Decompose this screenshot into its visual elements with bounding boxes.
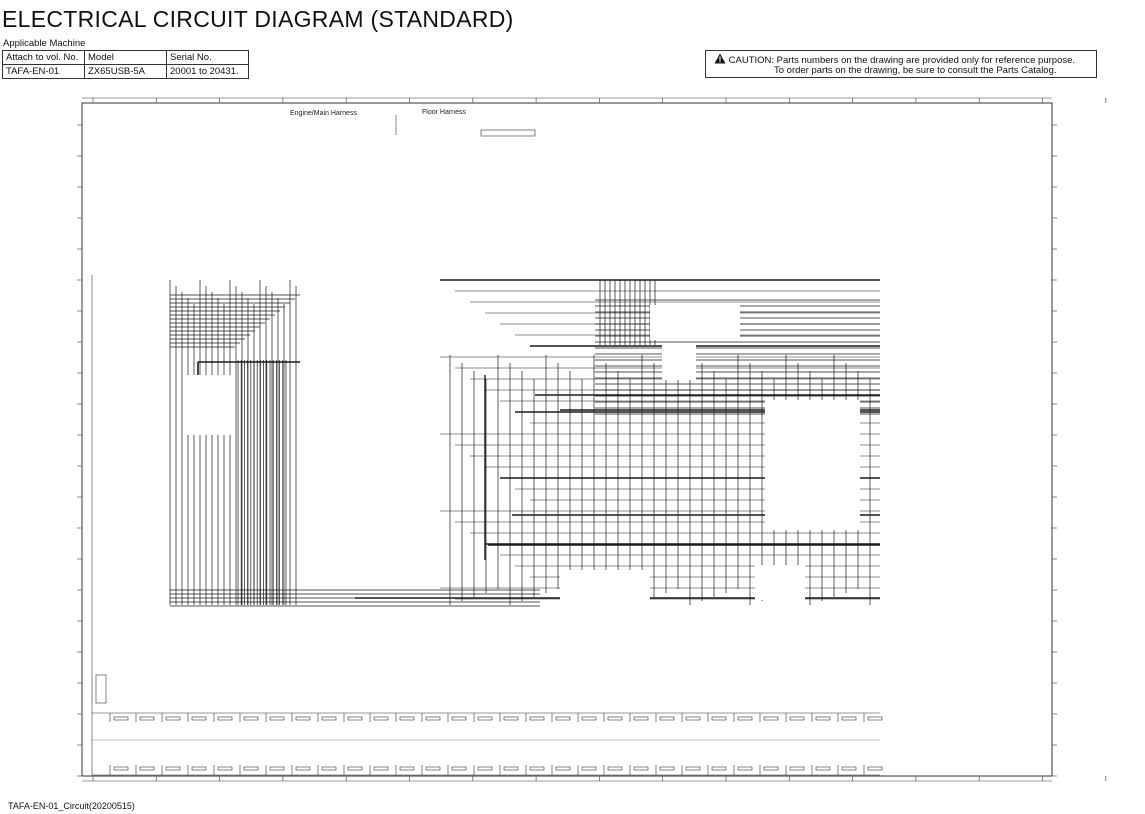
- strip-symbol: [712, 767, 726, 770]
- strip-symbol: [478, 717, 492, 720]
- strip-symbol: [400, 767, 414, 770]
- strip-symbol: [660, 717, 674, 720]
- strip-symbol: [686, 767, 700, 770]
- strip-symbol: [166, 767, 180, 770]
- strip-symbol: [530, 767, 544, 770]
- caution-line-2: To order parts on the drawing, be sure to consult the Parts Catalog.: [774, 65, 1057, 76]
- strip-symbol: [348, 717, 362, 720]
- strip-symbol: [868, 717, 882, 720]
- engine-main-harness-label: Engine/Main Harness: [290, 110, 357, 117]
- strip-symbol: [608, 767, 622, 770]
- applicable-machine-label: Applicable Machine: [3, 38, 86, 49]
- strip-symbol: [114, 717, 128, 720]
- strip-symbol: [504, 767, 518, 770]
- strip-symbol: [452, 767, 466, 770]
- strip-symbol: [322, 717, 336, 720]
- strip-symbol: [270, 767, 284, 770]
- header-model: Model: [85, 51, 167, 65]
- strip-symbol: [556, 767, 570, 770]
- strip-symbol: [400, 717, 414, 720]
- strip-symbol: [322, 767, 336, 770]
- strip-symbol: [452, 717, 466, 720]
- strip-symbol: [374, 767, 388, 770]
- header-serial: Serial No.: [167, 51, 249, 65]
- strip-symbol: [504, 717, 518, 720]
- strip-symbol: [816, 767, 830, 770]
- strip-symbol: [348, 767, 362, 770]
- component-block: [185, 375, 235, 435]
- top-connector: [481, 130, 535, 136]
- strip-symbol: [192, 717, 206, 720]
- page-title: ELECTRICAL CIRCUIT DIAGRAM (STANDARD): [2, 6, 514, 32]
- strip-symbol: [530, 717, 544, 720]
- outer-border: [82, 103, 1052, 776]
- strip-symbol: [244, 717, 258, 720]
- strip-symbol: [244, 767, 258, 770]
- strip-symbol: [790, 767, 804, 770]
- diagram-frame: [82, 98, 1052, 781]
- strip-symbol: [296, 767, 310, 770]
- strip-symbol: [270, 717, 284, 720]
- floor-harness-label: Floor Harness: [422, 109, 466, 116]
- component-block: [650, 305, 740, 340]
- strip-symbol: [790, 717, 804, 720]
- strip-symbol: [582, 767, 596, 770]
- strip-symbol: [218, 717, 232, 720]
- header-attach-vol: Attach to vol. No.: [3, 51, 85, 65]
- strip-symbol: [634, 717, 648, 720]
- strip-symbol: [192, 767, 206, 770]
- strip-symbol: [686, 717, 700, 720]
- strip-symbol: [634, 767, 648, 770]
- strip-symbol: [660, 767, 674, 770]
- cell-model: ZX65USB-5A: [85, 65, 167, 79]
- cell-serial: 20001 to 20431.: [167, 65, 249, 79]
- strip-symbol: [140, 767, 154, 770]
- strip-symbol: [868, 767, 882, 770]
- component-block: [765, 470, 860, 530]
- component-block: [765, 400, 860, 470]
- strip-symbol: [140, 717, 154, 720]
- strip-symbol: [582, 717, 596, 720]
- strip-symbol: [842, 717, 856, 720]
- caution-text-1: CAUTION: Parts numbers on the drawing are provided only for reference purpose.: [728, 55, 1076, 66]
- strip-symbol: [842, 767, 856, 770]
- strip-symbol: [764, 717, 778, 720]
- strip-symbol: [426, 717, 440, 720]
- cell-attach-vol: TAFA-EN-01: [3, 65, 85, 79]
- strip-symbol: [296, 717, 310, 720]
- document-id: TAFA-EN-01_Circuit(20200515): [8, 801, 135, 811]
- strip-symbol: [478, 767, 492, 770]
- strip-symbol: [816, 717, 830, 720]
- strip-symbol: [556, 717, 570, 720]
- strip-symbol: [608, 717, 622, 720]
- strip-symbol: [738, 767, 752, 770]
- component-block: [755, 565, 805, 600]
- component-block: [300, 318, 355, 373]
- strip-symbol: [114, 767, 128, 770]
- strip-symbol: [166, 717, 180, 720]
- component-block: [662, 345, 696, 380]
- strip-symbol: [738, 717, 752, 720]
- left-connector: [96, 675, 106, 703]
- strip-symbol: [374, 717, 388, 720]
- strip-symbol: [218, 767, 232, 770]
- strip-symbol: [764, 767, 778, 770]
- component-block: [560, 570, 650, 605]
- strip-symbol: [712, 717, 726, 720]
- strip-symbol: [426, 767, 440, 770]
- grid-ticks: [77, 98, 1106, 781]
